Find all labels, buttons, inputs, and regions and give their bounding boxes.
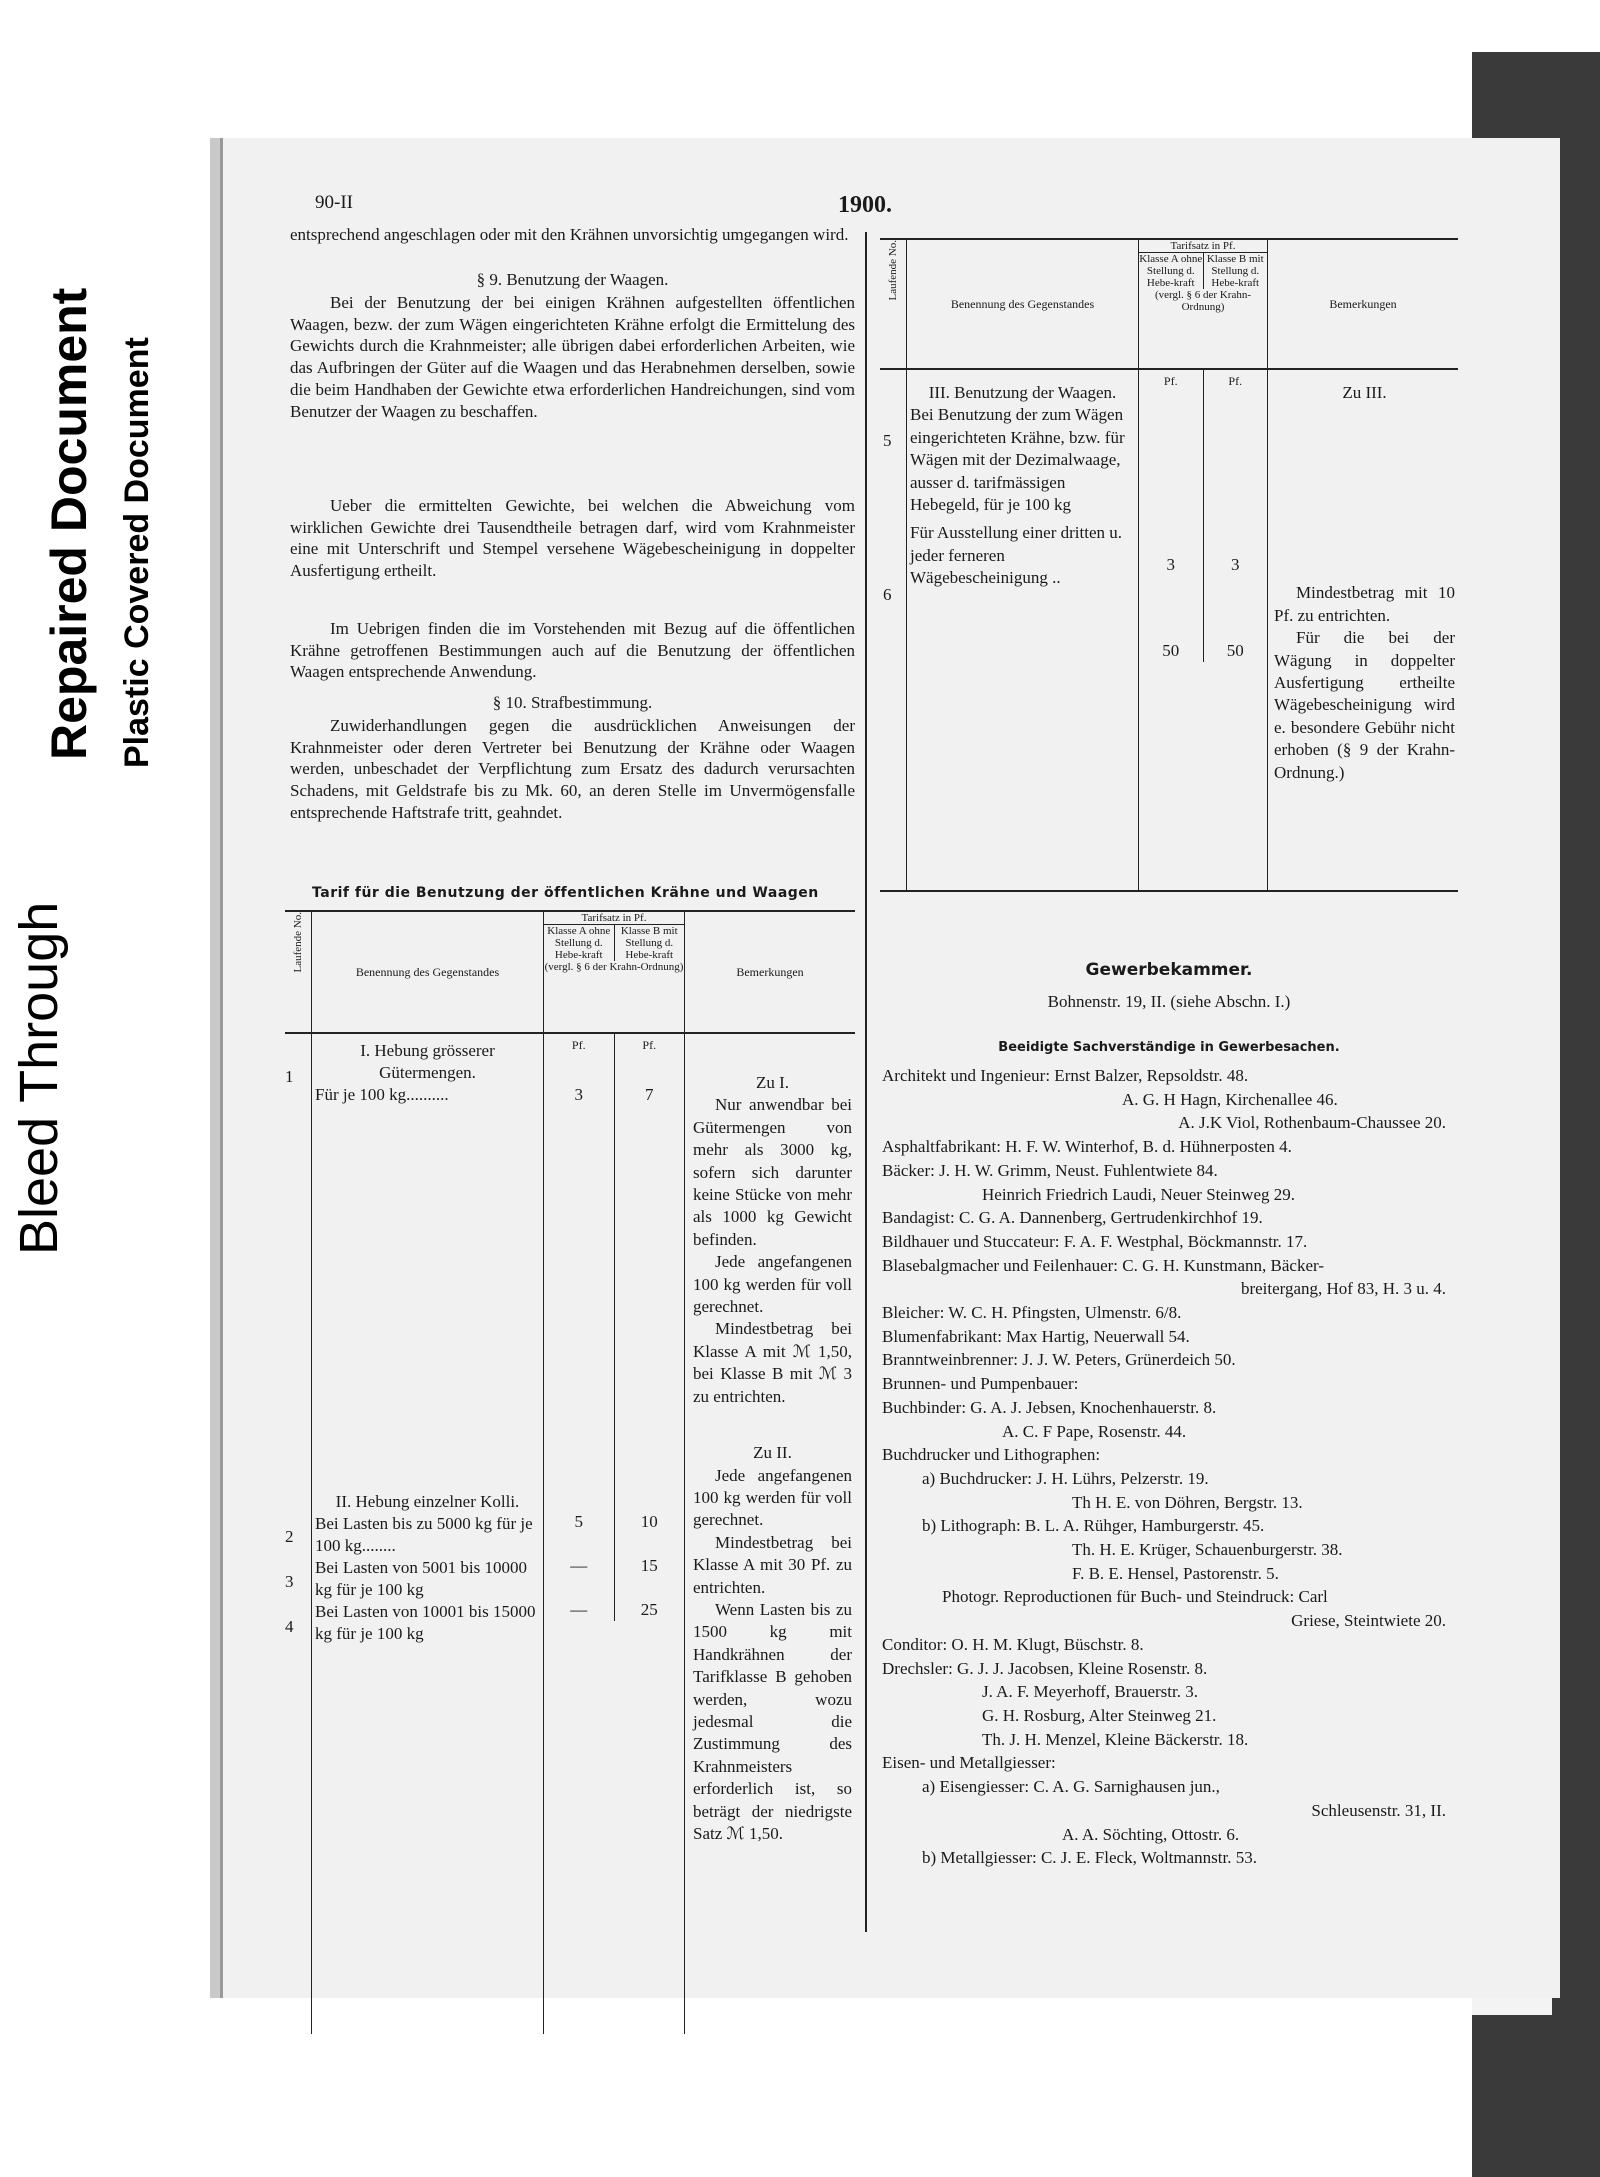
row-item: Bei Lasten von 5001 bis 10000 kg für je 100 kg [315, 1558, 528, 1599]
unit-pf: Pf. [1228, 374, 1243, 388]
expert-entry: Conditor: O. H. M. Klugt, Büschstr. 8. [882, 1634, 1144, 1654]
text-paragraph: entsprechend angeschlagen oder mit den Krähnen unvorsichtig umgegangen wird. [290, 225, 849, 244]
expert-entry: Photogr. Reproductionen für Buch- und Steindruck: Carl [942, 1587, 1328, 1607]
expert-entry: Th. J. H. Menzel, Kleine Bäckerstr. 18. [982, 1729, 1249, 1749]
header-class-a: Klasse A ohne Stellung d. Hebe-kraft [1139, 253, 1203, 289]
header-class-b: Klasse B mit Stellung d. Hebe-kraft [620, 925, 678, 961]
remark-text: Wenn Lasten bis zu 1500 kg mit Handkrähnen der Tarifklasse B gehoben werden, wozu jedesmal die Zustimmung des Krahnmeisters erforderlich ist, so beträgt der niedrigste Satz ℳ 1,50. [693, 1599, 852, 1843]
text-paragraph: Bei der Benutzung der bei einigen Krähnen aufgestellten öffentlichen Waagen, bezw. der zum Wägen eingerichteten Krähne erfolgt die Ermittelung des Gewichts durch die Krahnmeister; alle übrigen dabei erforderlichen Arbeiten, wie das Aufbringen der Güter auf die Waagen und das Herabnehmen derselben, sowie die beim Handhaben der Gewichte etwa erforderlichen Handreichungen, sind vom Benutzer der Waagen zu beschaffen. [290, 293, 855, 421]
expert-entry: a) Eisengiesser: C. A. G. Sarnighausen jun., [922, 1777, 1220, 1797]
expert-entry: Branntweinbrenner: J. J. W. Peters, Grünerdeich 50. [882, 1350, 1236, 1370]
row-no: 5 [883, 431, 892, 450]
row-item: Bei Benutzung der zum Wägen eingerichteten Krähne, bzw. für Wägen mit der Dezimalwaage, ausser d. tarifmässigen Hebegeld, für je 100 kg [910, 405, 1125, 515]
rate-a: — [570, 1600, 588, 1619]
rate-b: 10 [640, 1512, 658, 1531]
remark-title: Zu III. [1342, 383, 1387, 402]
expert-entry: J. A. F. Meyerhoff, Brauerstr. 3. [982, 1682, 1198, 1702]
row-no: 1 [285, 1067, 294, 1086]
address: Bohnenstr. 19, II. (siehe Abschn. I.) [1047, 992, 1291, 1011]
expert-entry: breitergang, Hof 83, H. 3 u. 4. [1240, 1279, 1446, 1299]
remark-title: Zu II. [753, 1443, 792, 1463]
text-paragraph: Ueber die ermittelten Gewichte, bei welchen die Abweichung vom wirklichen Gewichte drei Tausendtheile betragen darf, wird vom Krahnmeister eine mit Unterschrift und Stempel versehene Wägebescheinigung in doppelter Ausfertigung ertheilt. [290, 496, 855, 581]
expert-entry: b) Lithograph: B. L. A. Rühger, Hamburgerstr. 45. [922, 1516, 1265, 1536]
expert-entry: Bäcker: J. H. W. Grimm, Neust. Fuhlentwiete 84. [882, 1160, 1218, 1180]
section-title: III. Benutzung der Waagen. [928, 383, 1117, 402]
expert-entry: b) Metallgiesser: C. J. E. Fleck, Woltmannstr. 53. [922, 1848, 1257, 1868]
row-item: Bei Lasten bis zu 5000 kg für je 100 kg........ [315, 1514, 533, 1555]
label-bleed-through: Bleed Through [9, 901, 69, 1255]
label-repaired-document: Repaired Document [41, 287, 97, 760]
row-item: Für je 100 kg.......... [315, 1085, 449, 1104]
header-ref: (vergl. § 6 der Krahn-Ordnung) [544, 961, 684, 973]
page-number: 90-II [315, 192, 353, 213]
rate-b: 15 [640, 1556, 658, 1575]
header-remarks: Bemerkungen [685, 911, 856, 1033]
section-heading: § 10. Strafbestimmung. [492, 693, 653, 712]
expert-entry: Buchbinder: G. A. J. Jebsen, Knochenhauerstr. 8. [882, 1397, 1217, 1417]
rate-a: 3 [574, 1085, 583, 1104]
rate-b: 3 [1231, 555, 1240, 574]
header-rate: Tarifsatz in Pf. [1139, 240, 1267, 253]
header-class-a: Klasse A ohne Stellung d. Hebe-kraft [544, 925, 615, 961]
remark-text: Mindestbetrag mit 10 Pf. zu entrichten. [1274, 583, 1455, 625]
text-paragraph: Im Uebrigen finden die im Vorstehenden mit Bezug auf die öffentlichen Krähne getroffenen Bestimmungen auch auf die Benutzung der öffentlichen Waagen entsprechende Anwendung. [290, 619, 855, 682]
section-title: I. Hebung grösserer Gütermengen. [360, 1041, 495, 1082]
header-ref: (vergl. § 6 der Krahn-Ordnung) [1154, 289, 1251, 313]
expert-entry: Schleusenstr. 31, II. [1311, 1800, 1446, 1820]
header-remarks: Bemerkungen [1268, 239, 1459, 369]
expert-entry: G. H. Rosburg, Alter Steinweg 21. [982, 1705, 1217, 1725]
rate-b: 25 [640, 1600, 658, 1619]
header-class-b: Klasse B mit Stellung d. Hebe-kraft [1206, 253, 1264, 289]
row-item: Für Ausstellung einer dritten u. jeder ferneren Wägebescheinigung .. [910, 523, 1123, 588]
section-heading: § 9. Benutzung der Waagen. [476, 270, 669, 289]
expert-entry: Th H. E. von Döhren, Bergstr. 13. [1072, 1492, 1303, 1512]
remark-text: Für die bei der Wägung in doppelter Ausfertigung ertheilte Wägebescheinigung wird e. besondere Gebühr nicht erhoben (§ 9 der Krahn-Ordnung.) [1274, 628, 1455, 782]
remark-text: Nur anwendbar bei Gütermengen von mehr als 3000 kg, sofern sich darunter keine Stücke von mehr als 1000 kg Gewicht befinden. [693, 1095, 852, 1249]
header-item: Benennung des Gegenstandes [312, 911, 544, 1033]
row-no: 3 [285, 1572, 294, 1591]
expert-entry: A. J.K Viol, Rothenbaum-Chaussee 20. [1178, 1113, 1446, 1133]
remark-text: Jede angefangenen 100 kg werden für voll gerechnet. [693, 1465, 852, 1530]
expert-entry: Bleicher: W. C. H. Pfingsten, Ulmenstr. 6/8. [882, 1303, 1182, 1323]
expert-entry: Griese, Steintwiete 20. [1291, 1611, 1446, 1631]
expert-entry: Drechsler: G. J. J. Jacobsen, Kleine Rosenstr. 8. [882, 1658, 1208, 1678]
expert-entry: Buchdrucker und Lithographen: [882, 1445, 1101, 1465]
header-item: Benennung des Gegenstandes [907, 239, 1139, 369]
expert-entry: Bildhauer und Stuccateur: F. A. F. Westphal, Böckmannstr. 17. [882, 1231, 1308, 1251]
year: 1900. [838, 192, 892, 218]
rate-a: 3 [1166, 555, 1175, 574]
tariff-table-left [285, 910, 855, 2034]
rate-b: 7 [645, 1085, 654, 1104]
row-no: 4 [285, 1617, 294, 1636]
unit-pf: Pf. [642, 1038, 657, 1052]
expert-entry: F. B. E. Hensel, Pastorenstr. 5. [1072, 1563, 1279, 1583]
expert-entry: Asphaltfabrikant: H. F. W. Winterhof, B. d. Hühnerposten 4. [882, 1137, 1292, 1157]
expert-entry: A. C. F Pape, Rosenstr. 44. [1002, 1421, 1187, 1441]
expert-entry: Blasebalgmacher und Feilenhauer: C. G. H. Kunstmann, Bäcker- [882, 1255, 1325, 1275]
unit-pf: Pf. [1163, 374, 1178, 388]
expert-entry: Architekt und Ingenieur: Ernst Balzer, Repsoldstr. 48. [882, 1066, 1249, 1085]
remark-text: Jede angefangenen 100 kg werden für voll gerechnet. [693, 1252, 852, 1317]
remark-title: Zu I. [755, 1073, 790, 1092]
expert-list [882, 1064, 1452, 1870]
expert-entry: a) Buchdrucker: J. H. Lührs, Pelzerstr. 19. [922, 1468, 1209, 1488]
rate-a: — [570, 1556, 588, 1575]
header-no: Laufende No. [887, 240, 899, 301]
expert-entry: Th. H. E. Krüger, Schauenburgerstr. 38. [1072, 1540, 1343, 1560]
row-item: Bei Lasten von 10001 bis 15000 kg für je 100 kg [315, 1602, 536, 1643]
section-title: II. Hebung einzelner Kolli. [335, 1492, 520, 1511]
unit-pf: Pf. [571, 1038, 586, 1052]
tariff-caption: Tarif für die Benutzung der öffentlichen Krähne und Waagen [312, 885, 819, 901]
column-divider [865, 232, 867, 1932]
header-no: Laufende No. [292, 912, 304, 973]
rate-a: 5 [574, 1512, 583, 1531]
expert-entry: Blumenfabrikant: Max Hartig, Neuerwall 54. [882, 1326, 1190, 1346]
rate-a: 50 [1162, 641, 1180, 660]
header-rate: Tarifsatz in Pf. [544, 912, 684, 925]
expert-entry: A. A. Söchting, Ottostr. 6. [1062, 1824, 1240, 1844]
rate-b: 50 [1226, 641, 1244, 660]
row-no: 2 [285, 1527, 294, 1546]
expert-entry: Bandagist: C. G. A. Dannenberg, Gertrudenkirchhof 19. [882, 1208, 1263, 1228]
section-heading-gewerbekammer: Gewerbekammer. [1085, 960, 1253, 980]
subheading: Beeidigte Sachverständige in Gewerbesachen. [998, 1040, 1340, 1055]
expert-entry: Eisen- und Metallgiesser: [882, 1753, 1056, 1773]
expert-entry: A. G. H Hagn, Kirchenallee 46. [1122, 1089, 1338, 1109]
row-no: 6 [883, 585, 892, 604]
text-paragraph: Zuwiderhandlungen gegen die ausdrücklichen Anweisungen der Krahnmeister oder deren Vertreter bei Benutzung der Krähne oder Waagen werden, unbeschadet der Verpflichtung zum Ersatz des dadurch verursachten Schadens, mit Geldstrafe bis zu Mk. 60, an deren Stelle im Unvermögensfalle entsprechende Haftstrafe tritt, geahndet. [290, 716, 855, 822]
tariff-table-right [880, 238, 1458, 892]
label-plastic-covered: Plastic Covered Document [118, 337, 156, 768]
remark-text: Mindestbetrag bei Klasse A mit ℳ 1,50, bei Klasse B mit ℳ 3 zu entrichten. [693, 1319, 852, 1406]
expert-entry: Brunnen- und Pumpenbauer: [882, 1374, 1079, 1394]
remark-text: Mindestbetrag bei Klasse A mit 30 Pf. zu entrichten. [693, 1532, 852, 1597]
expert-entry: Heinrich Friedrich Laudi, Neuer Steinweg 29. [982, 1184, 1295, 1204]
